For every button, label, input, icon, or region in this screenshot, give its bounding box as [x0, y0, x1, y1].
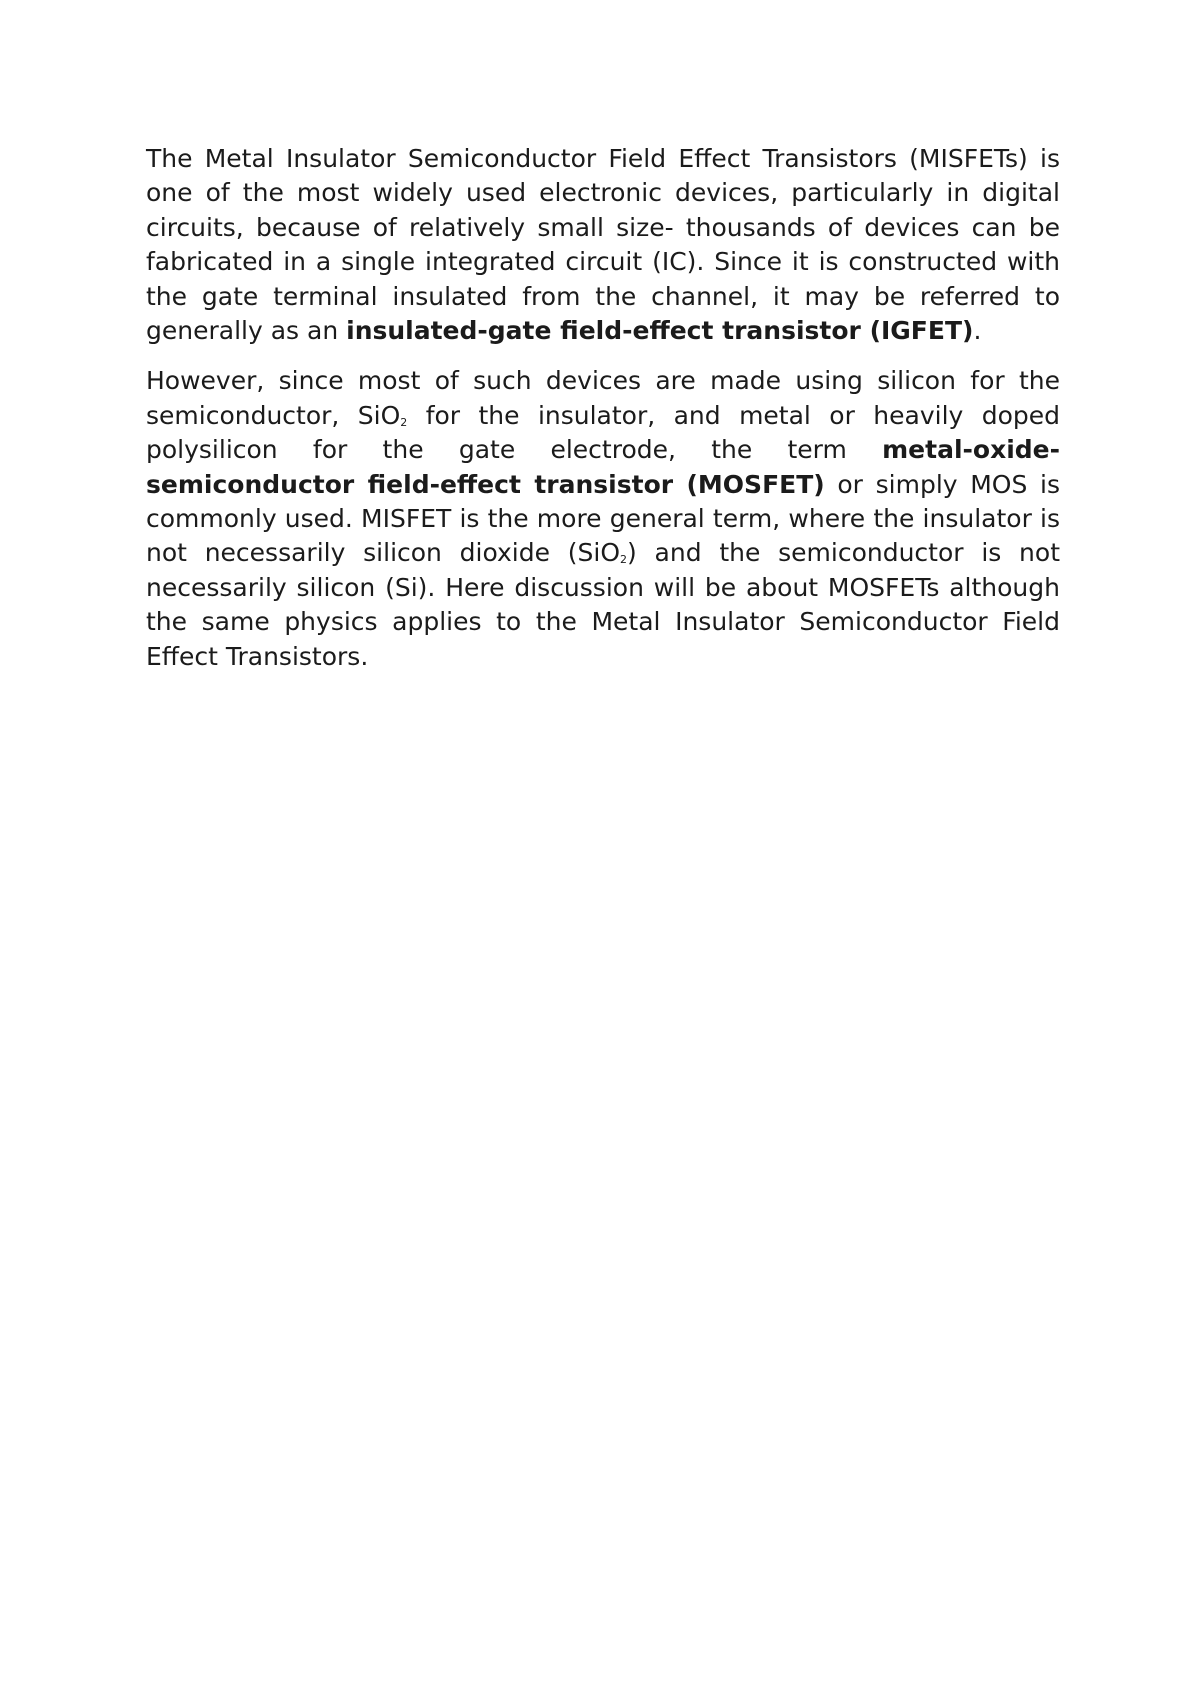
- subscript-2: 2: [400, 415, 408, 429]
- mosfet-term: metal-oxide-semiconductor field-effect transistor (MOSFET): [146, 435, 1060, 499]
- paragraph-misfet-intro: [146, 142, 1060, 348]
- igfet-term: insulated-gate field-effect transistor (IGFET): [346, 316, 974, 346]
- paragraph-mosfet: [146, 364, 1060, 674]
- subscript-2b: 2: [620, 553, 628, 567]
- body-text: [146, 142, 1060, 690]
- paragraph-2-text-2: for the insulator, and metal or heavily doped polysilicon for the gate electrode, the term: [146, 400, 1061, 465]
- paragraph-2-text-1: However, since most of such devices are made using silicon for the semiconductor, SiO: [146, 366, 1060, 430]
- paragraph-1-text: The Metal Insulator Semiconductor Field Effect Transistors (MISFETs) is one of the most widely used electronic devices, particularly in digital circuits, because of relatively small size- thousands of devices can be fabricated in a single integrated circuit (IC). Since it is constructed with the gate terminal insulated from the channel, it may be referred to generally as an: [146, 144, 1060, 346]
- paragraph-1-end: .: [973, 316, 982, 346]
- paragraph-2-text-4: ) and the semiconductor is not necessarily silicon (Si). Here discussion will be about MOSFETs although the same physics applies to the Metal Insulator Semiconductor Field Effect Transistors.: [146, 538, 1060, 671]
- paragraph-2-text-3: or simply MOS is commonly used. MISFET is the more general term, where the insulator is not necessarily silicon dioxide (SiO: [146, 469, 1060, 568]
